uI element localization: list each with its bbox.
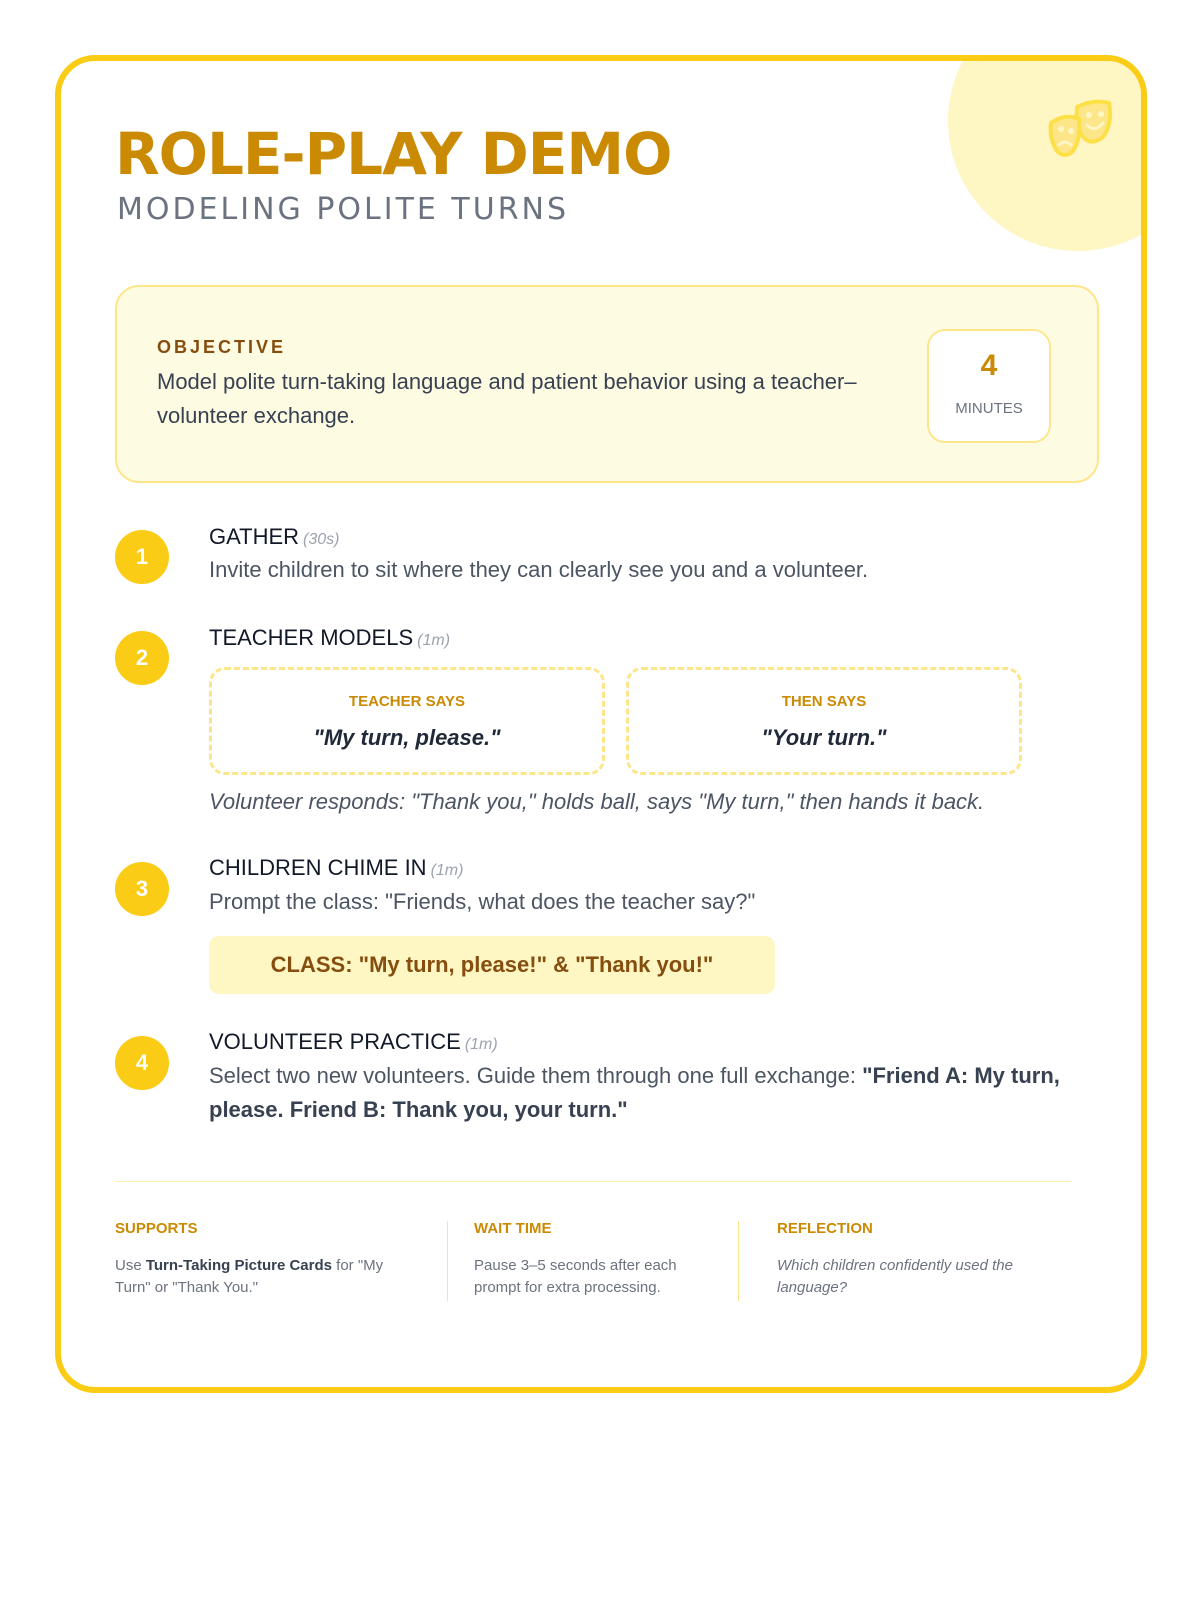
teacher-says-box <box>209 667 605 775</box>
supports-label: SUPPORTS <box>115 1220 198 1237</box>
step-description-text: Select two new volunteers. Guide them through one full exchange: <box>209 1063 863 1088</box>
step-description <box>209 1059 1079 1127</box>
page-title: ROLE-PLAY DEMO <box>115 120 672 188</box>
step-number: 1 <box>115 530 169 584</box>
theater-masks-icon <box>1041 89 1121 169</box>
step-duration: (1m) <box>464 1036 498 1053</box>
duration-badge <box>927 329 1051 443</box>
quote-text: "Your turn." <box>761 725 887 750</box>
reflection-label: REFLECTION <box>777 1220 873 1237</box>
reflection-section <box>777 1219 1067 1299</box>
step-title: VOLUNTEER PRACTICE <box>209 1029 461 1054</box>
step-heading <box>209 853 463 886</box>
step-number: 3 <box>115 862 169 916</box>
then-says-box <box>626 667 1022 775</box>
supports-text-after: for "My Turn" or "Thank You." <box>115 1257 384 1296</box>
footer-separator <box>738 1221 739 1301</box>
wait-time-section <box>474 1219 714 1299</box>
step-heading <box>209 1027 498 1060</box>
step-number: 2 <box>115 631 169 685</box>
objective-text: Model polite turn-taking language and patient behavior using a teacher–volunteer exchange. <box>157 369 857 428</box>
step-title: GATHER <box>209 524 300 549</box>
divider <box>115 1181 1071 1182</box>
step-duration: (1m) <box>430 862 464 879</box>
page-subtitle: MODELING POLITE TURNS <box>117 192 570 227</box>
supports-text-bold: Turn-Taking Picture Cards <box>145 1257 332 1274</box>
objective-panel <box>115 285 1099 483</box>
quote-label: THEN SAYS <box>781 693 867 710</box>
step-description: Prompt the class: "Friends, what does the teacher say?" <box>209 889 756 914</box>
step-duration: (30s) <box>303 531 340 548</box>
step-title: TEACHER MODELS <box>209 625 414 650</box>
wait-time-text: Pause 3–5 seconds after each prompt for extra processing. <box>474 1257 677 1296</box>
duration-unit: MINUTES <box>955 400 1023 417</box>
supports-section <box>115 1219 415 1299</box>
step-title: CHILDREN CHIME IN <box>209 855 427 880</box>
step-heading <box>209 623 450 656</box>
quote-text: "My turn, please." <box>313 725 501 750</box>
duration-value: 4 <box>980 349 998 382</box>
volunteer-note: Volunteer responds: "Thank you," holds ball, says "My turn," then hands it back. <box>209 789 985 814</box>
wait-time-label: WAIT TIME <box>474 1220 552 1237</box>
supports-text-before: Use <box>115 1257 146 1274</box>
step-description: Invite children to sit where they can clearly see you and a volunteer. <box>209 557 869 582</box>
class-response: CLASS: "My turn, please!" & "Thank you!" <box>209 936 775 994</box>
step-number: 4 <box>115 1036 169 1090</box>
lesson-card <box>55 55 1147 1393</box>
step-duration: (1m) <box>417 632 451 649</box>
supports-text <box>115 1255 415 1299</box>
reflection-text: Which children confidently used the language? <box>777 1257 1013 1296</box>
footer-separator <box>447 1221 448 1301</box>
objective-label: OBJECTIVE <box>157 337 287 357</box>
step-heading <box>209 522 340 555</box>
step-description-bold: "Friend A: My turn, please. Friend B: Thank you, your turn." <box>209 1063 1060 1122</box>
quote-label: TEACHER SAYS <box>348 693 466 710</box>
